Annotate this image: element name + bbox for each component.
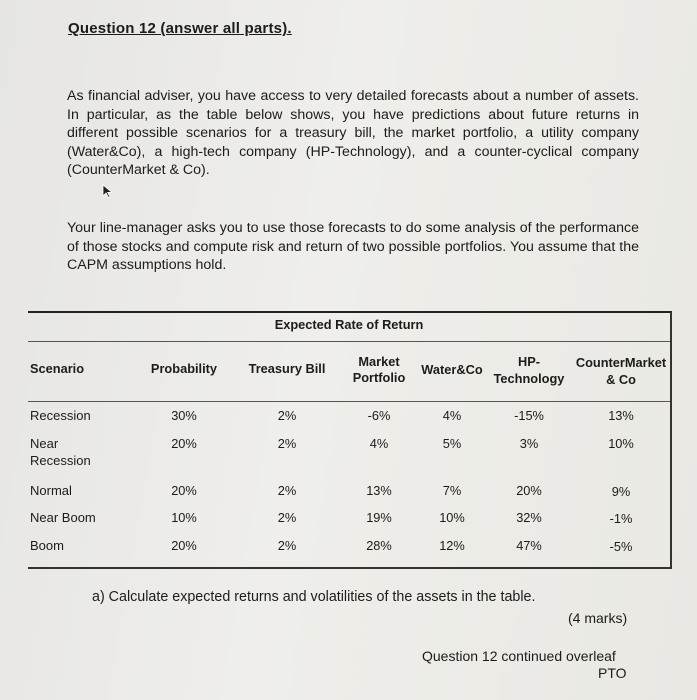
header-treasury-bill: Treasury Bill bbox=[248, 361, 326, 376]
header-counter-line2: & Co bbox=[606, 372, 636, 387]
table-divider bbox=[28, 401, 670, 402]
probability-cell: 20% bbox=[171, 538, 197, 553]
probability-cell: 10% bbox=[171, 510, 197, 525]
market-cell: -6% bbox=[367, 408, 391, 423]
scenario-cell: Recession bbox=[30, 408, 91, 423]
water-cell: 5% bbox=[442, 436, 462, 451]
water-cell: 12% bbox=[439, 538, 465, 553]
scenario-cell: Normal bbox=[30, 483, 72, 498]
market-cell: 28% bbox=[366, 538, 392, 553]
header-hp-line2: Technology bbox=[493, 371, 565, 386]
hp-cell: 47% bbox=[516, 538, 542, 553]
header-market-line2: Portfolio bbox=[352, 370, 406, 385]
tbill-cell: 2% bbox=[277, 538, 297, 553]
counter-cell: 13% bbox=[608, 408, 634, 423]
tbill-cell: 2% bbox=[277, 510, 297, 525]
counter-cell: -1% bbox=[609, 511, 633, 526]
water-cell: 10% bbox=[439, 510, 465, 525]
scenario-cell: Near bbox=[30, 436, 59, 451]
table-divider bbox=[28, 341, 670, 342]
header-hp-line1: HP- bbox=[517, 354, 541, 369]
header-counter-line1: CounterMarket bbox=[575, 355, 667, 370]
market-cell: 4% bbox=[369, 436, 389, 451]
tbill-cell: 2% bbox=[277, 436, 297, 451]
header-probability: Probability bbox=[150, 361, 218, 376]
counter-cell: 10% bbox=[608, 436, 634, 451]
question-title: Question 12 (answer all parts). bbox=[68, 20, 292, 37]
counter-cell: -5% bbox=[609, 539, 633, 554]
intro-paragraph: As financial adviser, you have access to very detailed forecasts about a number of assets. In particular, as the table below shows, you have predictions about future returns in different possible scenarios for a treasury bill, the market portfolio, a utility company (Water&Co), a high-tech company (HP-Technology), and a counter-cyclical company (CounterMarket & Co). bbox=[67, 88, 639, 178]
header-water: Water&Co bbox=[421, 362, 483, 377]
scenario-cell: Boom bbox=[30, 538, 64, 553]
hp-cell: 32% bbox=[516, 510, 542, 525]
market-cell: 13% bbox=[366, 483, 392, 498]
hp-cell: -15% bbox=[514, 408, 544, 423]
header-market-line1: Market bbox=[358, 354, 400, 369]
counter-cell: 9% bbox=[611, 484, 631, 499]
hp-cell: 3% bbox=[519, 436, 539, 451]
probability-cell: 20% bbox=[171, 436, 197, 451]
market-cell: 19% bbox=[366, 510, 392, 525]
water-cell: 4% bbox=[442, 408, 462, 423]
scenario-cell: Near Boom bbox=[30, 510, 96, 525]
mouse-pointer-icon bbox=[102, 184, 114, 198]
header-scenario: Scenario bbox=[30, 361, 85, 376]
tbill-cell: 2% bbox=[277, 483, 297, 498]
pto-note: PTO bbox=[598, 665, 627, 681]
scenario-cell-line2: Recession bbox=[30, 453, 91, 468]
hp-cell: 20% bbox=[516, 483, 542, 498]
probability-cell: 20% bbox=[171, 483, 197, 498]
water-cell: 7% bbox=[442, 483, 462, 498]
probability-cell: 30% bbox=[171, 408, 197, 423]
tbill-cell: 2% bbox=[277, 408, 297, 423]
continued-note: Question 12 continued overleaf bbox=[422, 648, 616, 664]
table-caption: Expected Rate of Return bbox=[274, 317, 424, 332]
task-paragraph: Your line-manager asks you to use those forecasts to do some analysis of the performance of those stocks and compute risk and return of two possible portfolios. You assume that the CAPM assumptions hold. bbox=[67, 220, 639, 273]
question-a: a) Calculate expected returns and volatilities of the assets in the table. bbox=[92, 589, 536, 605]
marks-label: (4 marks) bbox=[568, 610, 628, 626]
